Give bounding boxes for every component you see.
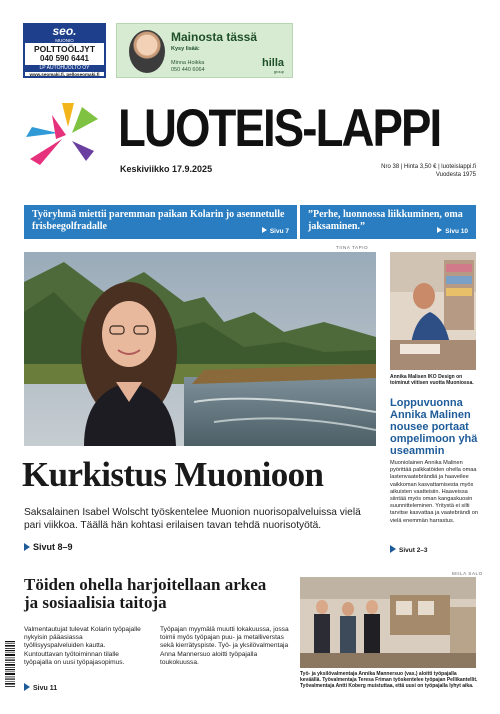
side-story-pages[interactable]: Sivut 2–3 (390, 545, 428, 554)
issue-meta (381, 163, 476, 179)
bottom-text-col2: Työpajan myymälä muutti lokakuussa, jossa toimii myös työpajan puu- ja metalliverstas sekä kierrätyspiste. Työ- ja yksilövalmentaja Anna Mannersuo aloitti työpajalla toukokuussa. (160, 626, 289, 666)
teaser-page: Sivu 7 (262, 227, 289, 235)
hilla-contact-phone: 050 440 6064 (171, 67, 205, 73)
luoteis-lappi-logo-icon (22, 97, 108, 169)
hilla-headline: Mainosta tässä (171, 30, 258, 44)
arrow-right-icon (390, 545, 396, 553)
seo-phone: 040 590 6441 (40, 54, 89, 63)
hilla-logo-sub: group (273, 69, 284, 74)
arrow-right-icon (24, 683, 30, 691)
main-headline[interactable]: Kurkistus Muonioon (22, 455, 324, 494)
seo-brand: seo. (25, 25, 104, 38)
logo-petal-center (52, 115, 66, 139)
bottom-headline[interactable]: Töiden ohella harjoitellaan arkea ja sosiaalisia taitoja (24, 575, 267, 612)
issue-since: Vuodesta 1975 (435, 172, 476, 178)
contact-portrait (129, 30, 165, 73)
main-story-pages[interactable]: Sivut 8–9 (24, 542, 73, 552)
masthead-title: LUOTEIS-LAPPI (118, 99, 441, 158)
seo-product: POLTTOÖLJYT (33, 44, 96, 54)
hilla-ad[interactable] (116, 23, 293, 78)
seo-service: LP AUTOHUOLTO OY (25, 65, 104, 72)
teaser-frisbeegolf[interactable] (24, 205, 297, 239)
side-photo-caption: Annika Malisen IKO Design on toiminut viitisen vuotta Muoniossa. (390, 374, 474, 386)
bottom-photo-illustration (300, 577, 476, 668)
bottom-photo-caption: Työ- ja yksilövalmentaja Annika Mannersuo (vas.) aloitti työpajalla keväällä. Työvalmentaja Teresa Friman työskentelee työpajan Pellikantellit. Työvalmentaja Antti Koberg muistuttaa, että uusi on työpajalla lyhyt aika. (300, 671, 478, 690)
issue-info: Nro 38 | Hinta 3,50 € | luoteislappi.fi (381, 164, 476, 170)
barcode-icon (4, 640, 16, 690)
main-photo-illustration (24, 252, 376, 446)
teaser-page: Sivu 10 (437, 227, 468, 235)
arrow-right-icon (262, 227, 267, 233)
logo-petal-top (62, 103, 74, 127)
seo-web: www.seomaki.fi, pelloseomaki.fi (29, 72, 100, 77)
main-lead: Saksalainen Isabel Wolscht työskentelee Muonion nuorisopalveluissa vielä pari viikkoa. Täällä hän kohtasi erilaisen tavan tehdä nuorisotyötä. (24, 507, 361, 531)
teaser-perhe[interactable] (300, 205, 476, 239)
bottom-story-pages[interactable]: Sivu 11 (24, 683, 57, 692)
logo-petal-lower-right (72, 141, 94, 161)
hilla-logo (262, 57, 284, 74)
photo-credit-main: TIINA TAPIO (336, 245, 369, 250)
issue-date: Keskiviikko 17.9.2025 (120, 164, 213, 174)
bottom-text-col1: Valmentautujat tulevat Kolarin työpajalle nykyisin pääasiassa työllisyyspalveluiden kautta. Kuntouttavan työtoiminnan tilalle työpajalla on uusi työpajasopimus. (24, 626, 141, 666)
hilla-contact (171, 60, 205, 74)
seo-ad[interactable] (23, 23, 106, 78)
main-photo (24, 252, 376, 446)
bottom-photo (300, 577, 476, 668)
photo-credit-bottom: MIILA SALO (452, 571, 483, 576)
hilla-contact-name: Minna Hoikka (171, 60, 205, 66)
logo-petal-bottom (30, 139, 62, 165)
logo-petal-left (26, 127, 58, 137)
logo-petal-right (72, 107, 98, 133)
hilla-ask: Kysy lisää: (171, 46, 200, 52)
teaser-text: ”Perhe, luonnossa liikkuminen, oma jaksaminen.” (308, 209, 463, 232)
side-story-title[interactable]: Loppuvuonna Annika Malinen nousee portaat ompelimoon yhä useammin (390, 397, 478, 457)
arrow-right-icon (437, 227, 442, 233)
side-photo-illustration (390, 252, 476, 370)
teaser-text: Työryhmä miettii paremman paikan Kolarin jo asennetulle frisbeegolfradalle (32, 209, 285, 232)
side-story-text: Muoniolainen Annika Malinen pyörittää palkkatöiden ohella omaa lastenvaatebrändiä ja haaveilee vaikkoman kasvattamisesta myös aikuisten vaatteisiin. Haaveissa siintää myös oman kangaskuosin suunnitteleminen. Yritystä ei silti tarvitse kasvattaa ja vaatebrändi on vielä enemmän harrastus. (390, 460, 478, 524)
arrow-right-icon (24, 543, 30, 551)
hilla-logo-text: hilla (261, 57, 284, 69)
side-photo (390, 252, 476, 370)
seo-brand-sub: MUONIO (25, 38, 104, 43)
